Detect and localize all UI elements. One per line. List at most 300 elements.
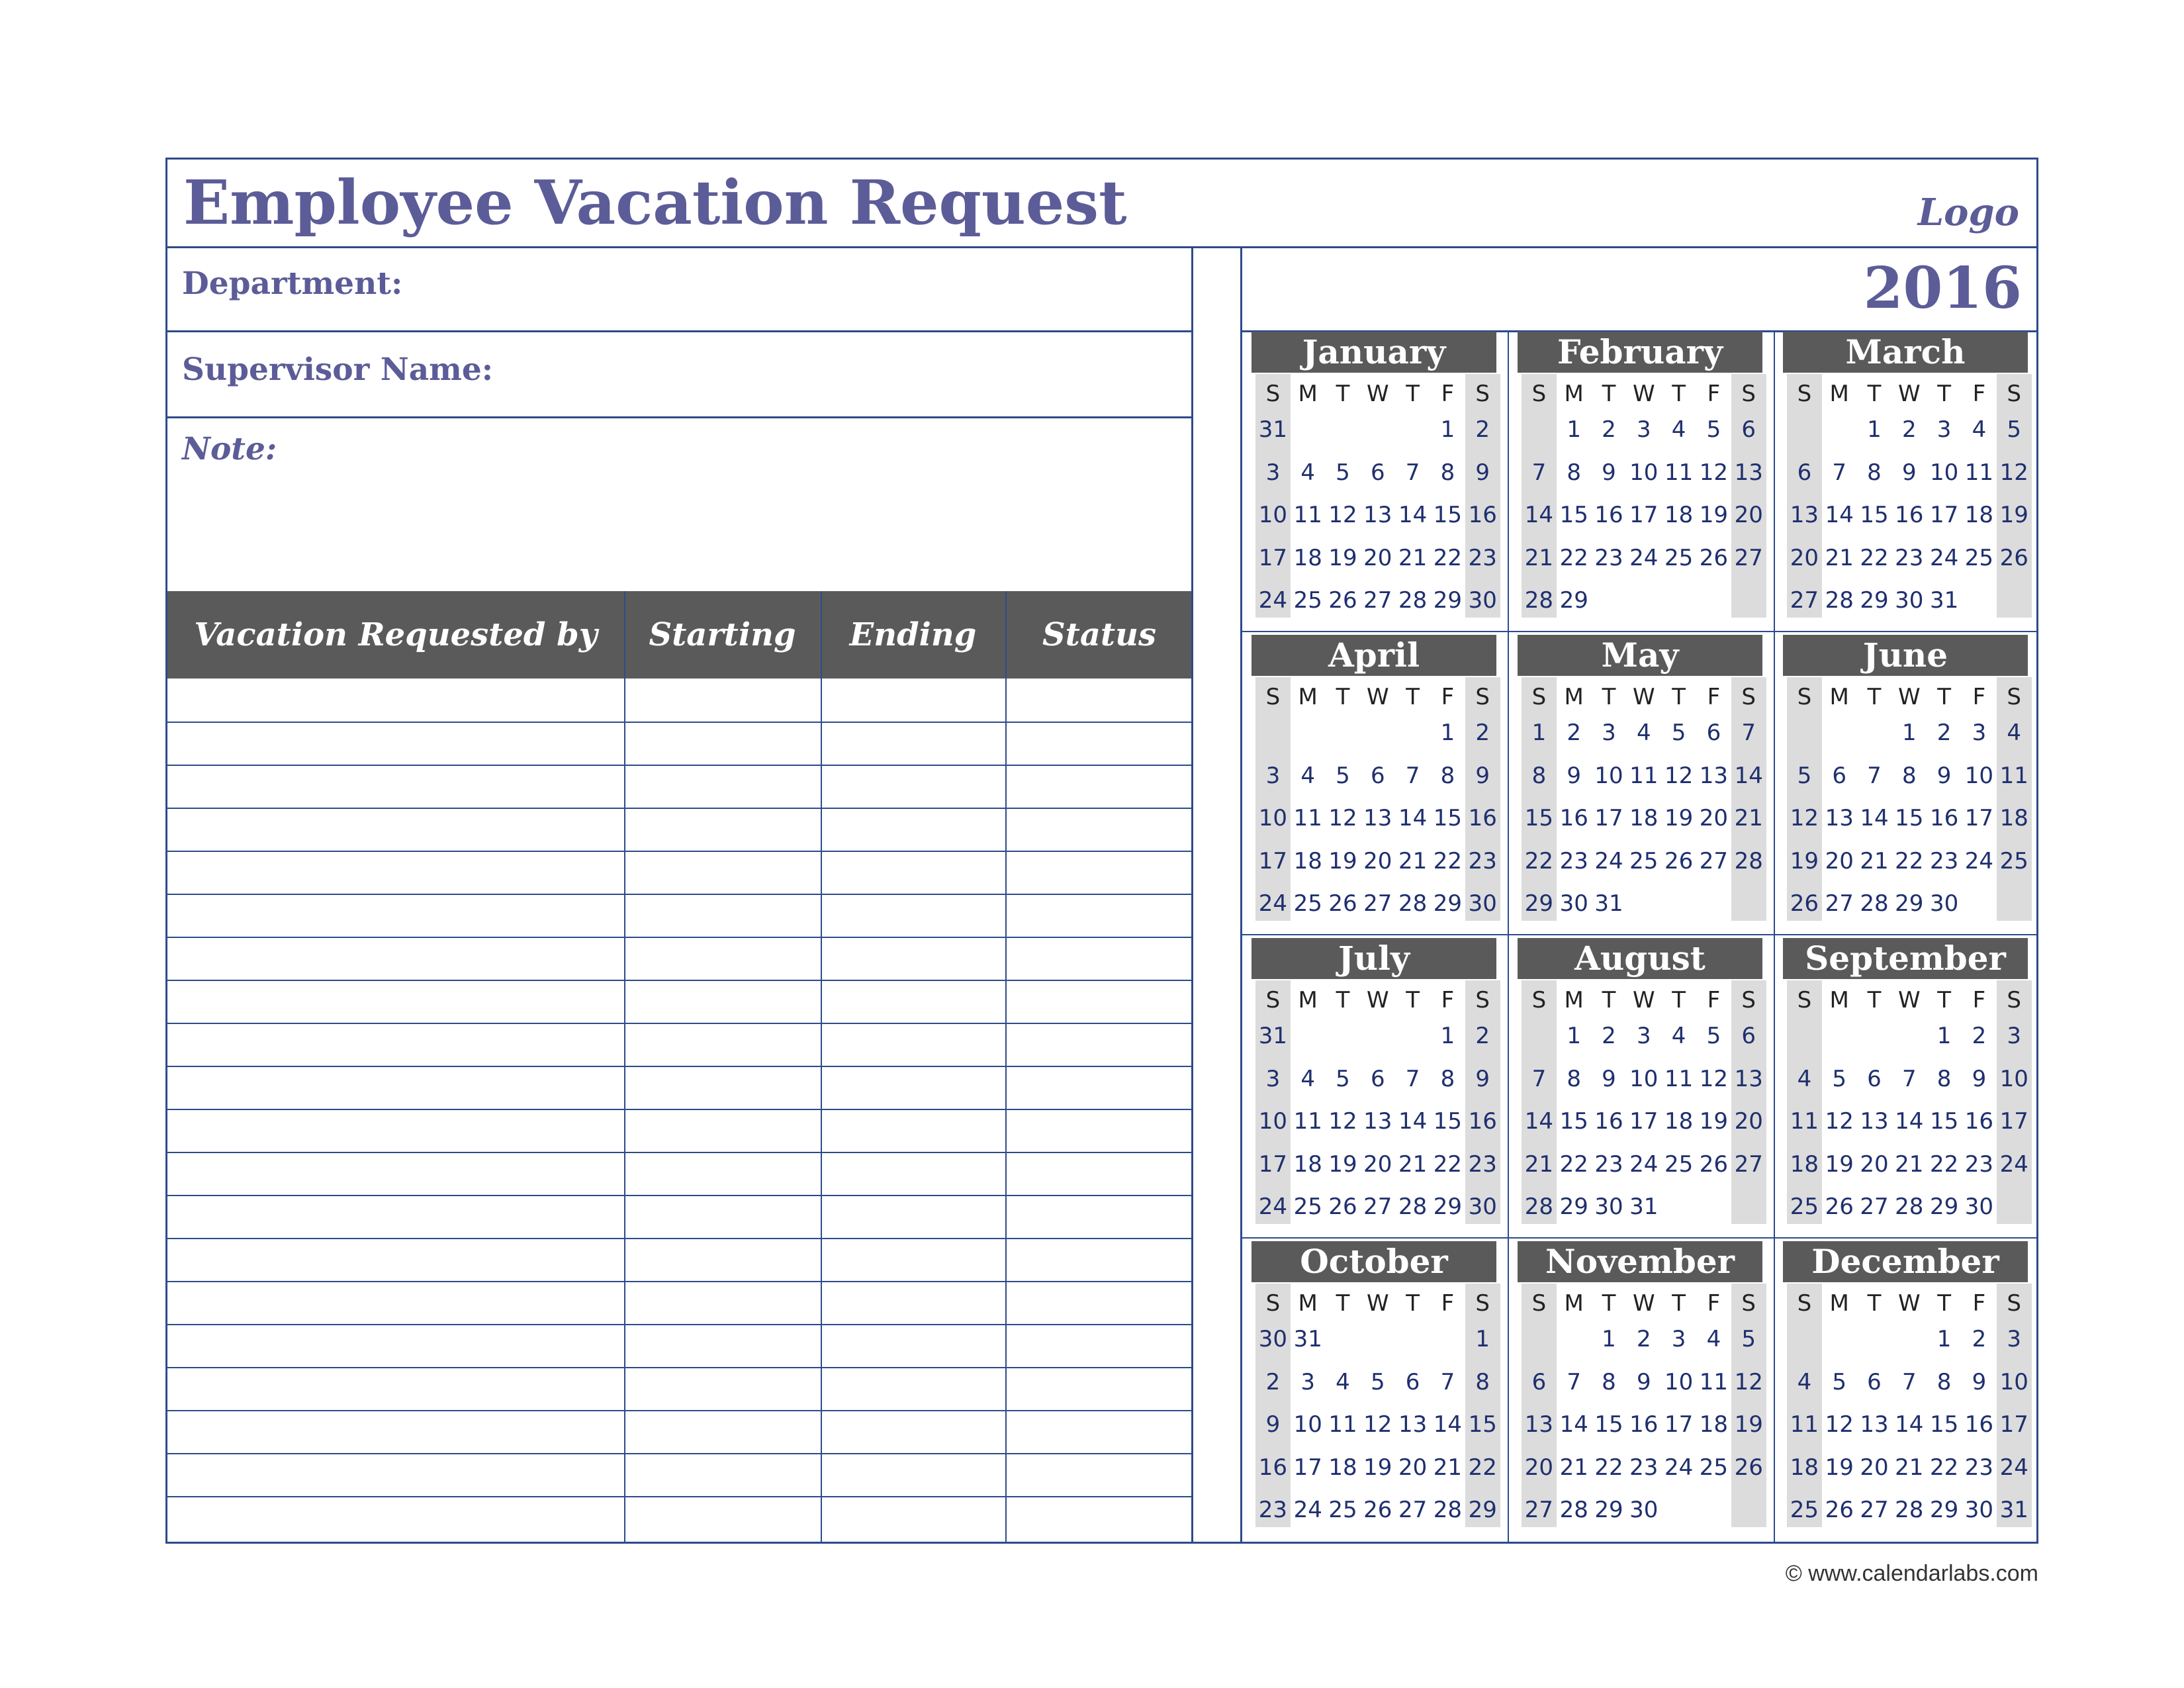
table-cell-starting[interactable] — [624, 765, 821, 808]
table-cell-requested-by[interactable] — [167, 894, 624, 937]
calendar-day: 28 — [1860, 890, 1889, 917]
calendar-day: 14 — [1524, 1108, 1554, 1135]
weekday-header: M — [1564, 1290, 1584, 1317]
calendar-day: 22 — [1559, 1150, 1588, 1178]
calendar-day: 4 — [1300, 762, 1316, 789]
table-cell-starting[interactable] — [624, 1195, 821, 1238]
table-row-divider — [167, 1410, 1193, 1411]
table-cell-starting[interactable] — [624, 1410, 821, 1453]
table-row — [167, 1324, 1193, 1367]
calendar-day: 28 — [1398, 1194, 1428, 1220]
table-cell-status[interactable] — [1005, 1496, 1193, 1539]
calendar-day: 4 — [2007, 720, 2022, 746]
calendar-day: 20 — [1860, 1454, 1889, 1481]
calendar-day: 24 — [1999, 1150, 2028, 1178]
calendar-day: 26 — [1825, 1497, 1854, 1523]
table-cell-status[interactable] — [1005, 722, 1193, 765]
table-cell-status[interactable] — [1005, 1410, 1193, 1453]
calendar-day: 7 — [1901, 1368, 1917, 1395]
weekday-header: T — [1602, 1290, 1616, 1317]
weekday-header: F — [1707, 684, 1721, 710]
weekday-header: T — [1672, 684, 1686, 710]
table-row — [167, 679, 1193, 722]
table-cell-starting[interactable] — [624, 980, 821, 1023]
calendar-day: 11 — [1328, 1411, 1357, 1438]
calendar-day: 12 — [1790, 805, 1819, 831]
table-cell-starting[interactable] — [624, 1324, 821, 1367]
weekday-header: T — [1406, 987, 1420, 1013]
weekday-header: T — [1602, 987, 1616, 1013]
saturday-column-shade — [1731, 374, 1766, 618]
table-cell-ending[interactable] — [821, 1066, 1005, 1109]
calendar-day: 6 — [1741, 1023, 1756, 1049]
page-title: Employee Vacation Request — [183, 167, 1127, 238]
table-cell-ending[interactable] — [821, 1410, 1005, 1453]
calendar-day: 23 — [1468, 544, 1497, 571]
table-cell-requested-by[interactable] — [167, 1023, 624, 1066]
supervisor-name-field[interactable] — [498, 335, 1187, 414]
calendar-day: 26 — [1328, 587, 1357, 614]
calendar-day: 26 — [1825, 1194, 1854, 1220]
table-cell-ending[interactable] — [821, 1109, 1005, 1152]
calendar-day: 10 — [1999, 1065, 2028, 1092]
calendar-day: 21 — [1433, 1454, 1463, 1481]
table-cell-status[interactable] — [1005, 679, 1193, 722]
calendar-day: 29 — [1929, 1194, 1959, 1220]
department-label: Department: — [182, 265, 403, 302]
table-cell-ending[interactable] — [821, 765, 1005, 808]
table-cell-status[interactable] — [1005, 1367, 1193, 1410]
weekday-header: F — [1707, 987, 1721, 1013]
calendar-day: 18 — [1790, 1150, 1819, 1178]
calendar-day: 31 — [1629, 1194, 1659, 1220]
calendar-day: 23 — [1594, 544, 1623, 571]
saturday-column-shade — [1465, 677, 1500, 921]
table-cell-status[interactable] — [1005, 894, 1193, 937]
table-cell-ending[interactable] — [821, 1324, 1005, 1367]
weekday-header: S — [1265, 987, 1281, 1013]
weekday-header: M — [1298, 1290, 1318, 1317]
calendar-day: 6 — [1370, 762, 1385, 789]
calendar-day: 11 — [1293, 805, 1322, 831]
table-row-divider — [167, 1066, 1193, 1067]
table-cell-ending[interactable] — [821, 1195, 1005, 1238]
calendar-day: 7 — [1405, 762, 1420, 789]
table-cell-requested-by[interactable] — [167, 1324, 624, 1367]
calendar-day: 22 — [1433, 544, 1463, 571]
month-block-september — [1783, 938, 2028, 1229]
table-row-divider — [167, 1367, 1193, 1368]
calendar-day: 15 — [1433, 502, 1463, 528]
weekday-header: S — [1797, 684, 1812, 710]
weekday-header: F — [1972, 381, 1986, 407]
calendar-day: 10 — [1664, 1368, 1694, 1395]
calendar-day: 1 — [1440, 416, 1455, 443]
calendar-day: 4 — [1636, 720, 1651, 746]
month-block-april — [1251, 635, 1496, 926]
table-cell-status[interactable] — [1005, 1324, 1193, 1367]
table-cell-requested-by[interactable] — [167, 980, 624, 1023]
calendar-day: 20 — [1363, 847, 1392, 874]
weekday-header: S — [1531, 1290, 1547, 1317]
calendar-day: 4 — [1797, 1065, 1812, 1092]
calendar-day: 22 — [1433, 847, 1463, 874]
calendar-day: 9 — [1972, 1368, 1987, 1395]
table-row-divider — [167, 1281, 1193, 1282]
table-cell-status[interactable] — [1005, 980, 1193, 1023]
table-row-divider — [167, 980, 1193, 981]
table-row — [167, 1496, 1193, 1539]
weekday-header: S — [1741, 684, 1756, 710]
table-cell-status[interactable] — [1005, 937, 1193, 980]
calendar-day: 18 — [1664, 1108, 1694, 1135]
table-cell-starting[interactable] — [624, 1453, 821, 1496]
calendar-day: 14 — [1825, 502, 1854, 528]
table-cell-status[interactable] — [1005, 1066, 1193, 1109]
table-cell-status[interactable] — [1005, 1238, 1193, 1281]
calendar-day: 1 — [1531, 720, 1547, 746]
calendar-day: 19 — [1328, 1150, 1357, 1178]
table-cell-starting[interactable] — [624, 1238, 821, 1281]
calendar-day: 11 — [1964, 459, 1994, 486]
table-row — [167, 1281, 1193, 1324]
calendar-day: 12 — [1328, 805, 1357, 831]
table-cell-requested-by[interactable] — [167, 722, 624, 765]
calendar-day: 23 — [1559, 847, 1588, 874]
calendar-day: 25 — [1664, 544, 1694, 571]
calendar-day: 11 — [1790, 1108, 1819, 1135]
calendar-day: 21 — [1524, 1150, 1554, 1178]
table-cell-ending[interactable] — [821, 1238, 1005, 1281]
calendar-day: 27 — [1825, 890, 1854, 917]
table-cell-requested-by[interactable] — [167, 1195, 624, 1238]
calendar-day: 7 — [1901, 1065, 1917, 1092]
table-cell-ending[interactable] — [821, 937, 1005, 980]
calendar-day: 16 — [1468, 502, 1497, 528]
weekday-header: M — [1829, 684, 1849, 710]
table-cell-requested-by[interactable] — [167, 765, 624, 808]
weekday-header: S — [1265, 1290, 1281, 1317]
table-cell-starting[interactable] — [624, 937, 821, 980]
calendar-day: 29 — [1895, 890, 1924, 917]
calendar-day: 2 — [1475, 416, 1490, 443]
calendar-day: 1 — [1440, 720, 1455, 746]
calendar-day: 27 — [1363, 1194, 1392, 1220]
table-cell-starting[interactable] — [624, 679, 821, 722]
calendar-day: 1 — [1936, 1326, 1952, 1352]
table-cell-starting[interactable] — [624, 1367, 821, 1410]
table-cell-ending[interactable] — [821, 851, 1005, 894]
calendar-day: 23 — [1629, 1454, 1659, 1481]
calendar-day: 2 — [1636, 1326, 1651, 1352]
calendar-day: 19 — [1328, 847, 1357, 874]
calendar-day: 25 — [1790, 1194, 1819, 1220]
calendar-day: 24 — [1258, 890, 1288, 917]
table-cell-requested-by[interactable] — [167, 1066, 624, 1109]
calendar-day: 3 — [1636, 1023, 1651, 1049]
calendar-day: 5 — [1706, 1023, 1721, 1049]
table-cell-ending[interactable] — [821, 1152, 1005, 1195]
table-row — [167, 808, 1193, 851]
calendar-day: 30 — [1468, 1194, 1497, 1220]
table-cell-status[interactable] — [1005, 1281, 1193, 1324]
calendar-day: 12 — [1734, 1368, 1763, 1395]
weekday-header: S — [2007, 1290, 2021, 1317]
sunday-column-shade — [1255, 980, 1291, 1224]
calendar-day: 29 — [1559, 1194, 1588, 1220]
calendar-day: 20 — [1398, 1454, 1428, 1481]
calendar-day: 20 — [1363, 544, 1392, 571]
calendar-day: 24 — [1964, 847, 1994, 874]
weekday-header: S — [1741, 987, 1756, 1013]
weekday-header: S — [1475, 381, 1490, 407]
table-cell-starting[interactable] — [624, 1496, 821, 1539]
calendar-day: 23 — [1594, 1150, 1623, 1178]
calendar-day: 28 — [1398, 890, 1428, 917]
table-cell-ending[interactable] — [821, 1023, 1005, 1066]
table-cell-requested-by[interactable] — [167, 1109, 624, 1152]
calendar-day: 13 — [1398, 1411, 1428, 1438]
saturday-column-shade — [1731, 1284, 1766, 1527]
calendar-day: 26 — [1664, 847, 1694, 874]
weekday-header: S — [1797, 987, 1812, 1013]
weekday-header: S — [1531, 684, 1547, 710]
table-row — [167, 1195, 1193, 1238]
calendar-day: 13 — [1363, 502, 1392, 528]
calendar-day: 6 — [1797, 459, 1812, 486]
calendar-day: 15 — [1929, 1411, 1959, 1438]
calendar-day: 7 — [1440, 1368, 1455, 1395]
calendar-day: 31 — [1594, 890, 1623, 917]
weekday-header: S — [1265, 684, 1281, 710]
calendar-day: 2 — [1602, 416, 1616, 443]
calendar-day: 12 — [1825, 1108, 1854, 1135]
calendar-day: 27 — [1363, 587, 1392, 614]
table-row-divider — [167, 1453, 1193, 1454]
calendar-day: 11 — [1293, 502, 1322, 528]
calendar-day: 18 — [1999, 805, 2028, 831]
calendar-day: 27 — [1398, 1497, 1428, 1523]
calendar-day: 16 — [1929, 805, 1959, 831]
calendar-day: 7 — [1741, 720, 1756, 746]
table-cell-requested-by[interactable] — [167, 1152, 624, 1195]
weekday-header: S — [2007, 381, 2021, 407]
table-cell-requested-by[interactable] — [167, 1453, 624, 1496]
calendar-day: 4 — [1671, 1023, 1686, 1049]
calendar-day: 4 — [1797, 1368, 1812, 1395]
calendar-day: 26 — [1363, 1497, 1392, 1523]
table-cell-status[interactable] — [1005, 1152, 1193, 1195]
table-cell-starting[interactable] — [624, 1109, 821, 1152]
calendar-day: 2 — [1936, 720, 1952, 746]
table-cell-status[interactable] — [1005, 1109, 1193, 1152]
calendar-day: 13 — [1734, 459, 1763, 486]
table-cell-ending[interactable] — [821, 1367, 1005, 1410]
calendar-day: 17 — [1258, 544, 1288, 571]
calendar-day: 22 — [1929, 1150, 1959, 1178]
table-cell-requested-by[interactable] — [167, 679, 624, 722]
calendar-day: 11 — [1699, 1368, 1729, 1395]
table-row-divider — [167, 1496, 1193, 1497]
calendar-day: 22 — [1860, 544, 1889, 571]
table-cell-starting[interactable] — [624, 894, 821, 937]
table-cell-status[interactable] — [1005, 1195, 1193, 1238]
calendar-day: 28 — [1433, 1497, 1463, 1523]
calendar-day: 6 — [1531, 1368, 1547, 1395]
month-block-november — [1518, 1241, 1762, 1532]
calendar-day: 20 — [1363, 1150, 1392, 1178]
weekday-header: T — [1672, 1290, 1686, 1317]
table-cell-status[interactable] — [1005, 1453, 1193, 1496]
weekday-header: T — [1672, 381, 1686, 407]
weekday-header: M — [1829, 987, 1849, 1013]
weekday-header: S — [1475, 987, 1490, 1013]
calendar-day: 7 — [1867, 762, 1882, 789]
calendar-day: 29 — [1559, 587, 1588, 614]
weekday-header: W — [1366, 987, 1389, 1013]
calendar-day: 17 — [1664, 1411, 1694, 1438]
sunday-column-shade — [1522, 374, 1557, 618]
calendar-day: 10 — [1929, 459, 1959, 486]
table-cell-requested-by[interactable] — [167, 1281, 624, 1324]
table-row-divider — [167, 1109, 1193, 1110]
calendar-day: 19 — [1328, 544, 1357, 571]
table-cell-ending[interactable] — [821, 679, 1005, 722]
table-cell-starting[interactable] — [624, 1066, 821, 1109]
table-cell-starting[interactable] — [624, 1281, 821, 1324]
weekday-header: M — [1298, 381, 1318, 407]
table-cell-starting[interactable] — [624, 1023, 821, 1066]
calendar-day: 6 — [1370, 1065, 1385, 1092]
table-cell-starting[interactable] — [624, 851, 821, 894]
calendar-day: 16 — [1964, 1108, 1994, 1135]
calendar-day: 3 — [1972, 720, 1987, 746]
table-cell-status[interactable] — [1005, 851, 1193, 894]
month-title: July — [1251, 938, 1496, 979]
calendar-day: 30 — [1468, 890, 1497, 917]
saturday-column-shade — [1731, 677, 1766, 921]
weekday-header: W — [1632, 1290, 1655, 1317]
weekday-header: T — [1406, 381, 1420, 407]
calendar-day: 19 — [1825, 1454, 1854, 1481]
table-cell-status[interactable] — [1005, 808, 1193, 851]
table-cell-status[interactable] — [1005, 765, 1193, 808]
weekday-header: F — [1972, 987, 1986, 1013]
table-cell-requested-by[interactable] — [167, 1496, 624, 1539]
calendar-day: 24 — [1929, 544, 1959, 571]
table-cell-requested-by[interactable] — [167, 851, 624, 894]
calendar-column-divider — [1508, 330, 1509, 1542]
calendar-day: 26 — [1790, 890, 1819, 917]
table-cell-ending[interactable] — [821, 1281, 1005, 1324]
calendar-day: 7 — [1567, 1368, 1582, 1395]
calendar-day: 15 — [1594, 1411, 1623, 1438]
calendar-day: 15 — [1468, 1411, 1497, 1438]
saturday-column-shade — [1997, 980, 2032, 1224]
calendar-day: 10 — [1258, 1108, 1288, 1135]
calendar-day: 13 — [1699, 762, 1729, 789]
calendar-day: 8 — [1440, 459, 1455, 486]
weekday-header: M — [1564, 684, 1584, 710]
calendar-day: 6 — [1867, 1368, 1882, 1395]
table-cell-ending[interactable] — [821, 1496, 1005, 1539]
calendar-day: 22 — [1895, 847, 1924, 874]
calendar-day: 9 — [1636, 1368, 1651, 1395]
weekday-header: F — [1441, 987, 1455, 1013]
calendar-day: 26 — [1699, 544, 1729, 571]
calendar-day: 21 — [1860, 847, 1889, 874]
note-label: Note: — [182, 431, 277, 467]
sunday-column-shade — [1787, 677, 1822, 921]
calendar-day: 18 — [1328, 1454, 1357, 1481]
weekday-header: W — [1632, 987, 1655, 1013]
weekday-header: M — [1298, 684, 1318, 710]
calendar-day: 30 — [1964, 1497, 1994, 1523]
calendar-day: 4 — [1300, 1065, 1316, 1092]
table-cell-starting[interactable] — [624, 722, 821, 765]
table-cell-requested-by[interactable] — [167, 1367, 624, 1410]
calendar-day: 19 — [1790, 847, 1819, 874]
weekday-header: T — [1602, 381, 1616, 407]
calendar-day: 6 — [1405, 1368, 1420, 1395]
calendar-day: 16 — [1594, 1108, 1623, 1135]
note-field[interactable] — [181, 477, 1187, 586]
calendar-day: 21 — [1895, 1150, 1924, 1178]
weekday-header: W — [1897, 684, 1921, 710]
calendar-day: 14 — [1433, 1411, 1463, 1438]
table-cell-status[interactable] — [1005, 1023, 1193, 1066]
table-cell-requested-by[interactable] — [167, 1410, 624, 1453]
table-cell-ending[interactable] — [821, 808, 1005, 851]
calendar-day: 13 — [1524, 1411, 1554, 1438]
calendar-day: 5 — [1741, 1326, 1756, 1352]
table-cell-ending[interactable] — [821, 894, 1005, 937]
table-cell-requested-by[interactable] — [167, 808, 624, 851]
table-cell-ending[interactable] — [821, 722, 1005, 765]
calendar-day: 24 — [1999, 1454, 2028, 1481]
calendar-day: 11 — [1293, 1108, 1322, 1135]
sunday-column-shade — [1787, 374, 1822, 618]
month-block-may — [1518, 635, 1762, 926]
saturday-column-shade — [1465, 1284, 1500, 1527]
calendar-day: 13 — [1860, 1411, 1889, 1438]
calendar-day: 25 — [1664, 1150, 1694, 1178]
calendar-day: 2 — [1972, 1326, 1987, 1352]
department-field[interactable] — [426, 252, 1187, 325]
table-row-divider — [167, 937, 1193, 938]
table-cell-requested-by[interactable] — [167, 937, 624, 980]
table-cell-requested-by[interactable] — [167, 1238, 624, 1281]
calendar-day: 3 — [1265, 762, 1281, 789]
calendar-day: 27 — [1734, 544, 1763, 571]
table-row — [167, 1066, 1193, 1109]
table-cell-ending[interactable] — [821, 980, 1005, 1023]
calendar-day: 22 — [1559, 544, 1588, 571]
calendar-day: 11 — [1629, 762, 1659, 789]
table-cell-starting[interactable] — [624, 808, 821, 851]
calendar-day: 17 — [1258, 1150, 1288, 1178]
calendar-day: 28 — [1524, 1194, 1554, 1220]
calendar-day: 16 — [1629, 1411, 1659, 1438]
calendar-day: 28 — [1895, 1194, 1924, 1220]
table-cell-ending[interactable] — [821, 1453, 1005, 1496]
weekday-header: S — [1741, 381, 1756, 407]
weekday-header: T — [1867, 684, 1882, 710]
table-cell-starting[interactable] — [624, 1152, 821, 1195]
calendar-day: 21 — [1398, 847, 1428, 874]
calendar-day: 6 — [1370, 459, 1385, 486]
calendar-day: 22 — [1468, 1454, 1497, 1481]
